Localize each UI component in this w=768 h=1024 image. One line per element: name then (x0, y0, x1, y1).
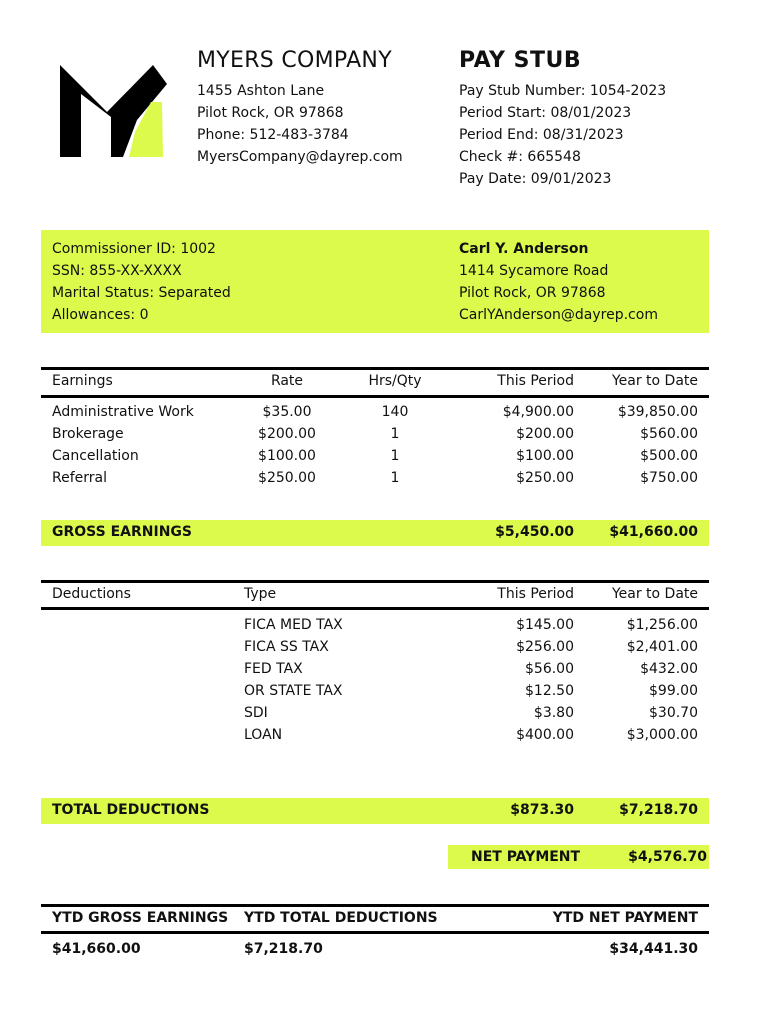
earning-ytd: $500.00 (640, 448, 698, 464)
deduction-ytd: $432.00 (640, 661, 698, 677)
earning-rate: $100.00 (258, 448, 316, 464)
employee-address-line2: Pilot Rock, OR 97868 (459, 285, 606, 301)
ssn: SSN: 855-XX-XXXX (52, 263, 182, 279)
deduction-period: $12.50 (525, 683, 574, 699)
pay-date: Pay Date: 09/01/2023 (459, 171, 612, 187)
earnings-top-rule (41, 367, 709, 370)
earning-ytd: $750.00 (640, 470, 698, 486)
earnings-header-period: This Period (497, 373, 574, 389)
check-number: Check #: 665548 (459, 149, 581, 165)
deduction-ytd: $3,000.00 (626, 727, 698, 743)
gross-earnings-period: $5,450.00 (495, 524, 574, 540)
earning-name: Referral (52, 470, 107, 486)
earning-rate: $250.00 (258, 470, 316, 486)
ytd-top-rule (41, 904, 709, 907)
earning-rate: $200.00 (258, 426, 316, 442)
deduction-type: FICA SS TAX (244, 639, 329, 655)
ytd-deductions-value: $7,218.70 (244, 941, 323, 957)
deduction-period: $400.00 (516, 727, 574, 743)
employee-email: CarlYAnderson@dayrep.com (459, 307, 658, 323)
deductions-header-deductions: Deductions (52, 586, 131, 602)
period-end: Period End: 08/31/2023 (459, 127, 624, 143)
earning-ytd: $39,850.00 (617, 404, 698, 420)
deduction-ytd: $99.00 (649, 683, 698, 699)
earning-qty: 1 (390, 470, 400, 486)
earning-period: $100.00 (516, 448, 574, 464)
deductions-header-rule (41, 607, 709, 610)
ytd-gross-label: YTD GROSS EARNINGS (52, 910, 229, 926)
earning-qty: 1 (390, 448, 400, 464)
earnings-header-hrs: Hrs/Qty (368, 373, 422, 389)
stub-number: Pay Stub Number: 1054-2023 (459, 83, 667, 99)
deduction-type: FICA MED TAX (244, 617, 343, 633)
earning-name: Brokerage (52, 426, 124, 442)
ytd-net-value: $34,441.30 (609, 941, 698, 957)
deductions-header-type: Type (244, 586, 277, 602)
deduction-type: FED TAX (244, 661, 303, 677)
earning-period: $200.00 (516, 426, 574, 442)
employee-contact (459, 238, 658, 326)
earning-qty: 140 (381, 404, 409, 420)
earnings-header-rule (41, 395, 709, 398)
period-start: Period Start: 08/01/2023 (459, 105, 632, 121)
deduction-period: $145.00 (516, 617, 574, 633)
deduction-type: SDI (244, 705, 268, 721)
deduction-period: $256.00 (516, 639, 574, 655)
deduction-type: LOAN (244, 727, 283, 743)
employee-name: Carl Y. Anderson (459, 241, 589, 257)
allowances: Allowances: 0 (52, 307, 149, 323)
earning-qty: 1 (390, 426, 400, 442)
earning-rate: $35.00 (262, 404, 312, 420)
total-deductions-ytd: $7,218.70 (619, 802, 698, 818)
company-address-line2: Pilot Rock, OR 97868 (197, 105, 344, 121)
earnings-header-earnings: Earnings (52, 373, 113, 389)
m-logo-icon (57, 62, 169, 162)
deduction-period: $3.80 (533, 705, 574, 721)
ytd-gross-value: $41,660.00 (52, 941, 141, 957)
ytd-deductions-label: YTD TOTAL DEDUCTIONS (244, 910, 438, 926)
net-payment-value: $4,576.70 (628, 849, 707, 865)
earning-name: Administrative Work (52, 404, 194, 420)
stub-info-block (459, 80, 666, 190)
ytd-net-label: YTD NET PAYMENT (552, 910, 698, 926)
company-email: MyersCompany@dayrep.com (197, 149, 403, 165)
marital-status: Marital Status: Separated (52, 285, 231, 301)
gross-earnings-ytd: $41,660.00 (609, 524, 698, 540)
net-payment-label: NET PAYMENT (471, 849, 581, 865)
total-deductions-label: TOTAL DEDUCTIONS (52, 802, 210, 818)
earning-period: $4,900.00 (502, 404, 574, 420)
earning-ytd: $560.00 (640, 426, 698, 442)
employee-tax-info (52, 238, 231, 326)
deduction-type: OR STATE TAX (244, 683, 343, 699)
deduction-ytd: $30.70 (649, 705, 698, 721)
earning-period: $250.00 (516, 470, 574, 486)
page-title: PAY STUB (459, 48, 582, 73)
deductions-header-period: This Period (497, 586, 574, 602)
company-address-line1: 1455 Ashton Lane (197, 83, 325, 99)
deduction-period: $56.00 (525, 661, 574, 677)
deductions-top-rule (41, 580, 709, 583)
commissioner-id: Commissioner ID: 1002 (52, 241, 216, 257)
company-phone: Phone: 512-483-3784 (197, 127, 349, 143)
gross-earnings-label: GROSS EARNINGS (52, 524, 192, 540)
deductions-header-ytd: Year to Date (611, 586, 698, 602)
deduction-ytd: $2,401.00 (626, 639, 698, 655)
earning-name: Cancellation (52, 448, 139, 464)
company-address-block (197, 80, 403, 168)
earnings-header-ytd: Year to Date (611, 373, 698, 389)
ytd-header-rule (41, 931, 709, 934)
deduction-ytd: $1,256.00 (626, 617, 698, 633)
company-name: MYERS COMPANY (197, 48, 392, 73)
employee-address-line1: 1414 Sycamore Road (459, 263, 609, 279)
earnings-header-rate: Rate (270, 373, 304, 389)
total-deductions-period: $873.30 (510, 802, 574, 818)
